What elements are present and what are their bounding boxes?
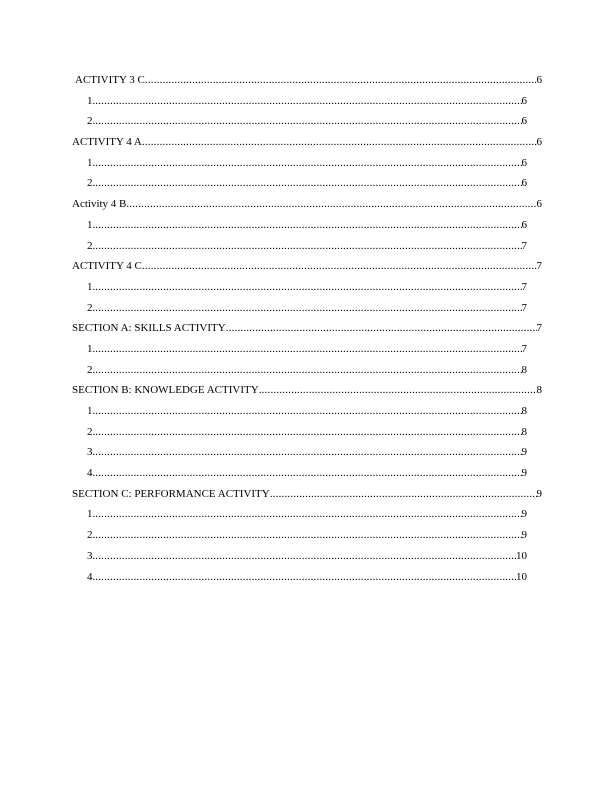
toc-subentry[interactable] bbox=[72, 153, 527, 174]
toc-entry-label: 1. bbox=[87, 156, 96, 169]
toc-page-number: 7 bbox=[536, 322, 542, 335]
toc-entry-label: 2. bbox=[87, 115, 96, 128]
toc-dot-leader bbox=[95, 277, 521, 298]
toc-entry-section-a[interactable] bbox=[72, 318, 542, 339]
toc-page-number: 6 bbox=[521, 177, 527, 190]
toc-subentry[interactable] bbox=[72, 567, 527, 588]
toc-page-number: 6 bbox=[536, 74, 542, 86]
toc-subentry[interactable] bbox=[72, 504, 527, 525]
toc-entry-label: 1. bbox=[87, 405, 96, 417]
toc-subentry[interactable] bbox=[72, 91, 527, 112]
toc-dot-leader bbox=[95, 236, 521, 257]
toc-subentry[interactable] bbox=[72, 277, 527, 298]
toc-dot-leader bbox=[95, 360, 521, 381]
toc-entry-label: SECTION B: KNOWLEDGE ACTIVITY bbox=[72, 384, 259, 397]
toc-dot-leader bbox=[95, 298, 521, 319]
toc-entry-activity-3c[interactable] bbox=[72, 70, 542, 91]
toc-subentry[interactable] bbox=[72, 442, 527, 463]
toc-subentry[interactable] bbox=[72, 360, 527, 381]
toc-page-number: 6 bbox=[536, 136, 542, 149]
toc-dot-leader bbox=[95, 153, 521, 174]
toc-entry-activity-4b[interactable] bbox=[72, 194, 542, 215]
toc-page-number: 6 bbox=[521, 218, 527, 231]
toc-subentry[interactable] bbox=[72, 463, 527, 484]
toc-page-number: 8 bbox=[521, 363, 527, 376]
toc-dot-leader bbox=[95, 173, 521, 194]
toc-subentry[interactable] bbox=[72, 215, 527, 236]
toc-page-number: 9 bbox=[521, 508, 527, 521]
toc-subentry[interactable] bbox=[72, 339, 527, 360]
toc-entry-activity-4a[interactable] bbox=[72, 132, 542, 153]
toc-page-number: 9 bbox=[521, 529, 527, 542]
toc-subentry[interactable] bbox=[72, 422, 527, 443]
toc-dot-leader bbox=[95, 463, 521, 484]
toc-dot-leader bbox=[145, 70, 537, 91]
toc-page-number: 10 bbox=[516, 570, 527, 583]
toc-subentry[interactable] bbox=[72, 173, 527, 194]
toc-subentry[interactable] bbox=[72, 525, 527, 546]
toc-dot-leader bbox=[95, 442, 521, 463]
toc-dot-leader bbox=[95, 401, 521, 422]
toc-entry-label: ACTIVITY 4 A bbox=[72, 136, 142, 149]
toc-dot-leader bbox=[95, 91, 521, 112]
toc-page-number: 9 bbox=[521, 446, 527, 459]
toc-page-number: 6 bbox=[521, 156, 527, 169]
toc-entry-label: 1. bbox=[87, 342, 96, 355]
toc-page-number: 7 bbox=[521, 342, 527, 355]
toc-dot-leader bbox=[95, 525, 521, 546]
toc-entry-label: SECTION A: SKILLS ACTIVITY bbox=[72, 322, 226, 335]
toc-page-number: 8 bbox=[536, 384, 542, 397]
toc-page-number: 6 bbox=[521, 94, 527, 107]
toc-dot-leader bbox=[95, 215, 521, 236]
toc-entry-activity-4c[interactable] bbox=[72, 256, 542, 277]
toc-page-number: 6 bbox=[521, 115, 527, 128]
toc-entry-label: 2. bbox=[87, 177, 96, 190]
toc-entry-label: SECTION C: PERFORMANCE ACTIVITY bbox=[72, 487, 270, 500]
toc-dot-leader bbox=[142, 256, 537, 277]
toc-dot-leader bbox=[226, 318, 537, 339]
toc-entry-label: 3. bbox=[87, 446, 96, 459]
toc-subentry[interactable] bbox=[72, 236, 527, 257]
toc-subentry[interactable] bbox=[72, 298, 527, 319]
toc-entry-label: Activity 4 B bbox=[72, 198, 127, 211]
toc-page-number: 7 bbox=[521, 301, 527, 314]
toc-page-number: 7 bbox=[521, 239, 527, 252]
table-of-contents bbox=[72, 70, 542, 587]
toc-subentry[interactable] bbox=[72, 546, 527, 567]
toc-page-number: 7 bbox=[521, 280, 527, 293]
toc-page-number: 7 bbox=[536, 260, 542, 273]
toc-entry-label: 4. bbox=[87, 570, 96, 583]
toc-dot-leader bbox=[142, 132, 537, 153]
toc-dot-leader bbox=[95, 111, 521, 132]
toc-dot-leader bbox=[270, 484, 537, 505]
toc-entry-label: 2. bbox=[87, 363, 96, 376]
toc-dot-leader bbox=[95, 567, 516, 588]
toc-dot-leader bbox=[95, 422, 521, 443]
toc-dot-leader bbox=[95, 339, 521, 360]
toc-entry-label: 2. bbox=[87, 301, 96, 314]
toc-entry-section-c[interactable] bbox=[72, 484, 542, 505]
toc-entry-label: 1. bbox=[87, 94, 96, 107]
toc-entry-label: 2. bbox=[87, 425, 96, 438]
toc-subentry[interactable] bbox=[72, 111, 527, 132]
toc-dot-leader bbox=[95, 546, 516, 567]
toc-page-number: 9 bbox=[536, 487, 542, 500]
toc-dot-leader bbox=[126, 194, 536, 215]
toc-dot-leader bbox=[95, 504, 521, 525]
toc-entry-label: 2. bbox=[87, 239, 96, 252]
toc-entry-label: ACTIVITY 4 C bbox=[72, 260, 142, 273]
toc-entry-section-b[interactable] bbox=[72, 380, 542, 401]
toc-entry-label: 1. bbox=[87, 280, 96, 293]
toc-page-number: 8 bbox=[521, 405, 527, 417]
toc-page-number: 9 bbox=[521, 467, 527, 480]
toc-dot-leader bbox=[259, 380, 537, 401]
toc-entry-label: 1. bbox=[87, 508, 96, 521]
toc-entry-label: 2. bbox=[87, 529, 96, 542]
toc-page-number: 10 bbox=[516, 549, 527, 562]
toc-subentry[interactable] bbox=[72, 401, 527, 422]
toc-entry-label: 1. bbox=[87, 218, 96, 231]
toc-entry-label: 4. bbox=[87, 467, 96, 480]
toc-page-number: 6 bbox=[536, 198, 542, 211]
toc-entry-label: 3. bbox=[87, 549, 96, 562]
toc-entry-label: ACTIVITY 3 C bbox=[75, 74, 145, 86]
toc-page-number: 8 bbox=[521, 425, 527, 438]
